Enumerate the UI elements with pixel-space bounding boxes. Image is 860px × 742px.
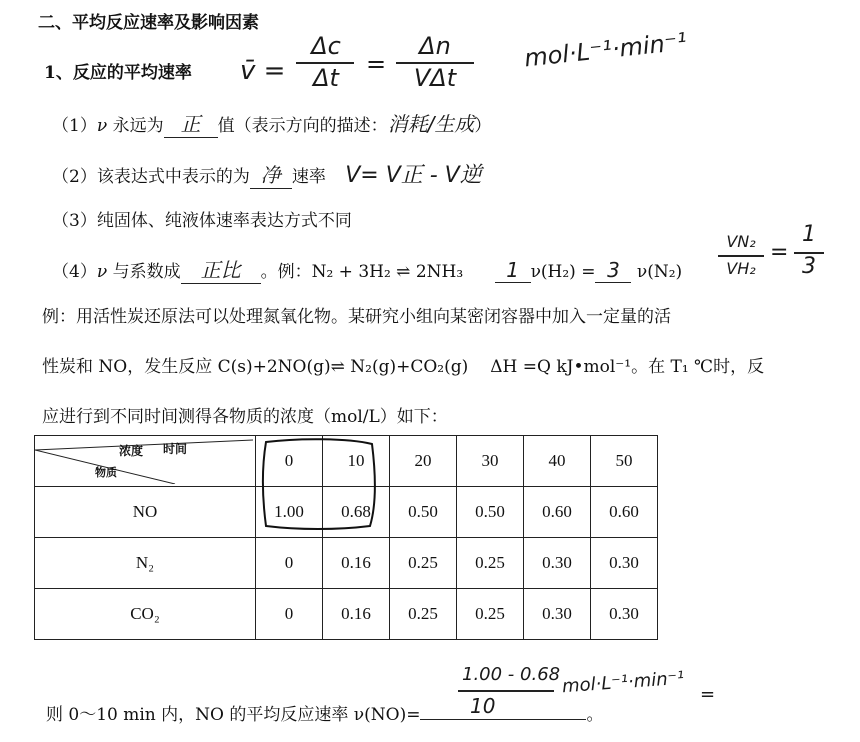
table-cell: 0.16	[323, 538, 390, 589]
hand-ratio-den: VH₂	[726, 259, 756, 278]
hand-answer-unit: mol·L⁻¹·min⁻¹	[561, 667, 685, 698]
hand-highlight-box	[258, 436, 382, 532]
corner-diagonals	[35, 436, 253, 484]
table-cell: 0.50	[457, 487, 524, 538]
hand-answer-num: 1.00 - 0.68	[462, 664, 561, 685]
example-line-1: 例：用活性炭还原法可以处理氮氧化物。某研究小组向某密闭容器中加入一定量的活	[42, 307, 671, 327]
blank-net: 净	[250, 159, 292, 189]
table-cell: 0.30	[524, 589, 591, 640]
hand-answer-den: 10	[470, 694, 496, 718]
table-cell: 0	[256, 538, 323, 589]
time-header: 30	[457, 436, 524, 487]
answer-blank	[420, 719, 586, 720]
hand-eq: =	[366, 50, 387, 78]
hand-ratio-num: VN₂	[726, 232, 756, 251]
table-cell: 0	[256, 589, 323, 640]
table-corner-cell	[35, 436, 256, 487]
substance-name: N₂	[35, 538, 256, 589]
corner-label-time: 时间	[163, 442, 188, 456]
blank-positive: 正	[164, 108, 218, 138]
blank-proportional: 正比	[181, 254, 261, 284]
table-cell: 0.25	[390, 538, 457, 589]
blank-coef-a: 1	[495, 258, 531, 283]
table-row-n2	[35, 538, 658, 589]
hand-v-bar: v̄ =	[240, 56, 286, 86]
hand-answer-line	[458, 690, 554, 692]
table-cell: 1.00	[256, 487, 323, 538]
heading: 二、平均反应速率及影响因素	[38, 13, 259, 33]
table-cell: 0.60	[591, 487, 658, 538]
section-1-label: 1、反应的平均速率	[44, 63, 192, 83]
table-cell: 0.30	[524, 538, 591, 589]
hand-frac1-num: Δc	[311, 32, 341, 60]
substance-name: CO₂	[35, 589, 256, 640]
question-text: 则 0～10 min 内，NO 的平均反应速率 ν(NO)= 。	[46, 705, 604, 725]
table-cell: 0.30	[591, 589, 658, 640]
time-header: 40	[524, 436, 591, 487]
table-cell: 0.68	[323, 487, 390, 538]
hand-frac2-num: Δn	[419, 32, 451, 60]
time-header: 0	[256, 436, 323, 487]
table-cell: 0.30	[591, 538, 658, 589]
item-1: （1）ν 永远为 正 值（表示方向的描述：消耗/生成）	[52, 108, 491, 138]
hand-ratio-line	[718, 255, 764, 257]
time-header: 50	[591, 436, 658, 487]
table-cell: 0.60	[524, 487, 591, 538]
item-4: （4）ν 与系数成 正比 。例：N₂ + 3H₂ ⇌ 2NH₃ 1 ν(H₂) = 3 ν(N₂)	[52, 254, 682, 284]
table-cell: 0.16	[323, 589, 390, 640]
table-cell: 0.25	[457, 589, 524, 640]
item-3: （3）纯固体、纯液体速率表达方式不同	[52, 211, 352, 231]
corner-label-substance: 物质	[95, 467, 117, 479]
time-header: 20	[390, 436, 457, 487]
example-line-3: 应进行到不同时间测得各物质的浓度（mol/L）如下：	[42, 407, 448, 427]
table-cell: 0.25	[390, 589, 457, 640]
hand-answer-eq: =	[700, 684, 716, 705]
reaction-nh3: N₂ + 3H₂ ⇌ 2NH₃	[311, 262, 464, 282]
hand-net-rate: V= V正 - V逆	[345, 163, 482, 188]
hand-frac2-den: VΔt	[413, 64, 457, 92]
hand-ratio2-num: 1	[802, 222, 816, 247]
corner-label-conc: 浓度	[119, 444, 144, 458]
example-line-2: 性炭和 NO，发生反应 C(s)+2NO(g)⇌ N₂(g)+CO₂(g) ΔH =Q kJ•mol⁻¹。在 T₁ ℃时，反	[42, 357, 765, 377]
substance-name: NO	[35, 487, 256, 538]
table-cell: 0.25	[457, 538, 524, 589]
time-header: 10	[323, 436, 390, 487]
table-row-co2	[35, 589, 658, 640]
hand-unit: mol·L⁻¹·min⁻¹	[522, 27, 689, 73]
hand-ratio2-den: 3	[802, 254, 816, 279]
hand-frac1-den: Δt	[313, 64, 339, 92]
item-2: （2）该表达式中表示的为 净 速率 V= V正 - V逆	[52, 158, 482, 189]
hand-ratio-eq: =	[770, 240, 789, 265]
table-cell: 0.50	[390, 487, 457, 538]
hand-consume-produce: 消耗/生成	[387, 112, 475, 136]
blank-coef-b: 3	[595, 258, 631, 283]
